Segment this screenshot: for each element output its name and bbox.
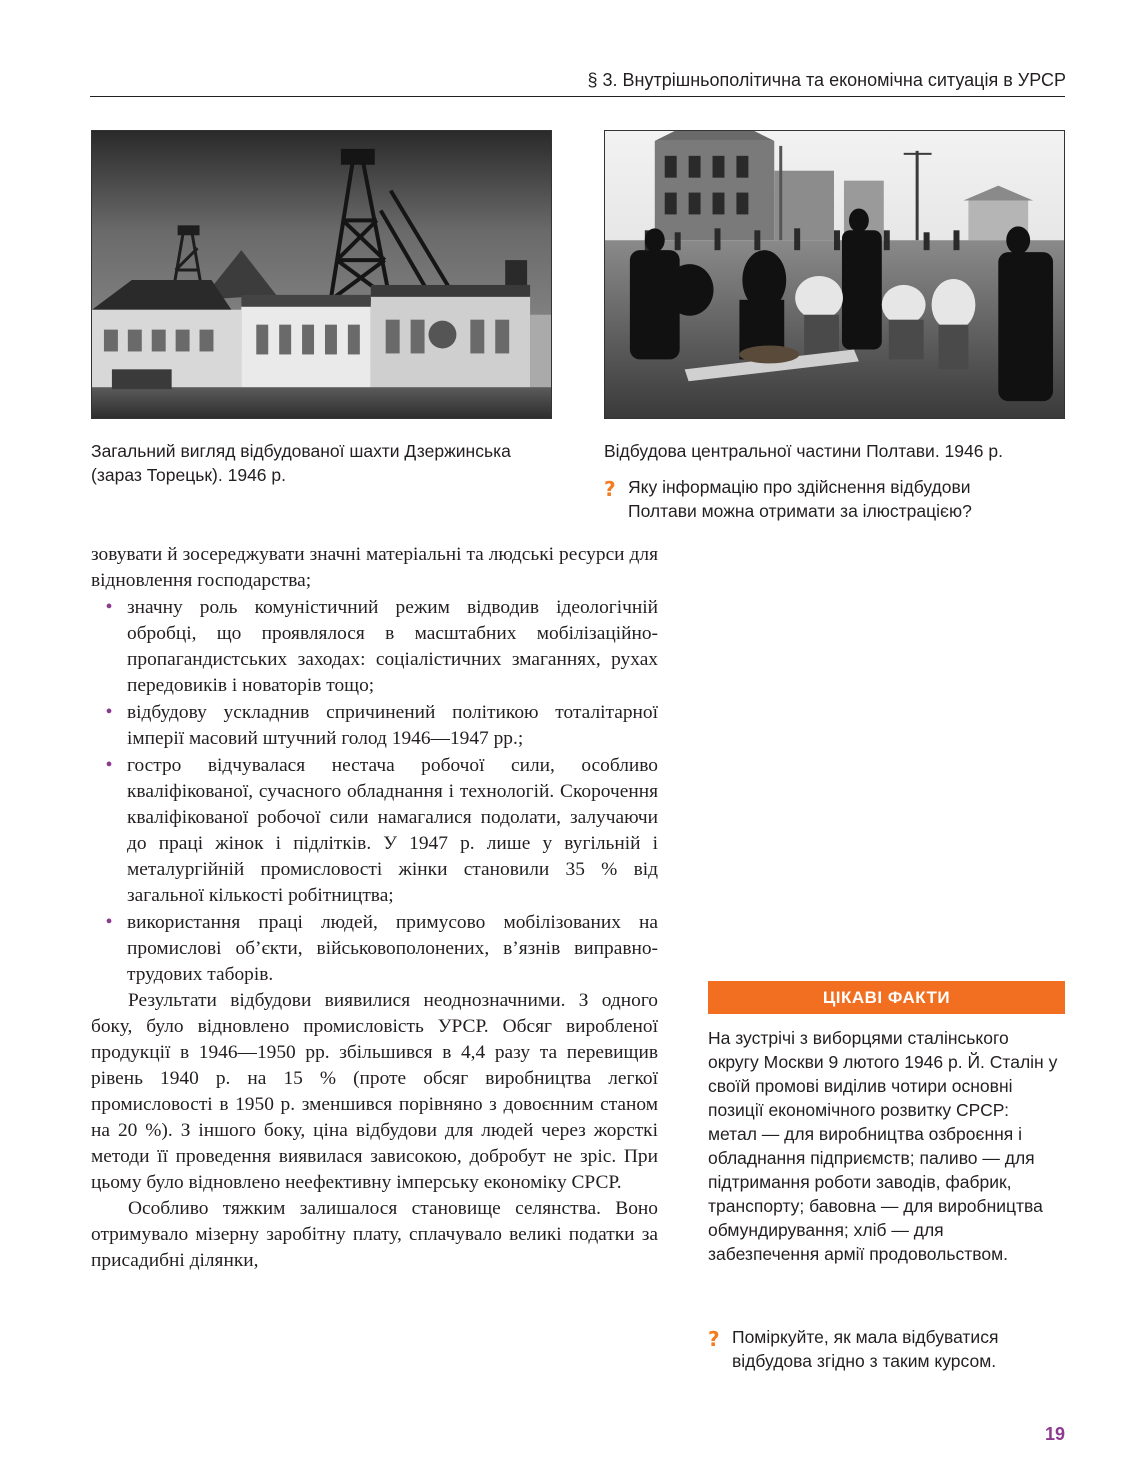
bullet-icon: • — [105, 911, 113, 933]
caption-mine-line2: (зараз Торецьк). 1946 р. — [91, 465, 286, 485]
question-facts-line1: Поміркуйте, як мала відбуватися — [732, 1327, 999, 1347]
bullet-text: значну роль комуністичний режим відводив ідеологічній обробці, що проявлялося в масштабних мобілізаційно-пропагандистських заходах: соціалістичних змаганнях, рухах передовиків і новаторів тощо; — [127, 597, 658, 696]
question-mark-icon: ? — [604, 477, 616, 501]
caption-mine — [91, 439, 561, 487]
question-facts — [708, 1325, 1063, 1373]
question-facts-line2: відбудова згідно з таким курсом. — [732, 1351, 997, 1371]
paragraph-continuation: зовувати й зосереджувати значні матеріальні та людські ресурси для відновлення господарства; — [91, 544, 658, 591]
caption-poltava: Відбудова центральної частини Полтави. 1946 р. — [604, 441, 1003, 461]
paragraph-peasantry: Особливо тяжким залишалося становище селянства. Воно отримувало мізерну заробітну плату, сплачувало великі податки за присадибні ділянки, — [91, 1198, 658, 1271]
bullet-item — [91, 699, 658, 752]
bullet-text: використання праці людей, примусово мобілізованих на промислові об’єкти, військовополонених, в’язнів виправно-трудових таборів. — [127, 912, 658, 985]
question-poltava-line1: Яку інформацію про здійснення відбудови — [628, 477, 971, 497]
main-text — [91, 542, 658, 1274]
header-rule — [90, 96, 1065, 97]
bullet-icon: • — [105, 754, 113, 776]
question-poltava-line2: Полтави можна отримати за ілюстрацією? — [628, 501, 972, 521]
paragraph-results: Результати відбудови виявилися неоднозначними. З одного боку, було відновлено промисловість УРСР. Обсяг виробленої продукції в 1946—1950 рр. збільшився в 4,4 разу та перевищив рівень 1940 р. на 15 % (проте обсяг виробництва легкої промисловості в 1950 р. зменшився порівняно з довоєнним станом на 20 %). З іншого боку, ціна відбудови для людей через жорсткі методи її проведення виявилася зависокою, добробут не зріс. При цьому було відновлено неефективну імперську економіку СРСР. — [91, 990, 658, 1193]
bullet-item — [91, 752, 658, 909]
caption-mine-line1: Загальний вигляд відбудованої шахти Дзержинська — [91, 441, 511, 461]
photo-mine — [91, 130, 552, 419]
bullet-icon: • — [105, 596, 113, 618]
bullet-text: відбудову ускладнив спричинений політикою тоталітарної імперії масовий штучний голод 1946—1947 рр.; — [127, 702, 658, 749]
facts-body: На зустрічі з виборцями сталінського округу Москви 9 лютого 1946 р. Й. Сталін у своїй промові виділив чотири основні позиції економічного розвитку СРСР: метал — для виробництва озброєння і обладнання підприємств; паливо — для підтримання роботи заводів, фабрик, транспорту; бавовна — для виробництва обмундирування; хліб — для забезпечення армії продовольством. — [708, 1028, 1058, 1264]
chapter-title: § 3. Внутрішньополітична та економічна ситуація в УРСР — [587, 70, 1066, 90]
poltava-photo-image — [605, 131, 1064, 418]
photo-poltava — [604, 130, 1065, 419]
bullet-item — [91, 909, 658, 988]
bullet-icon: • — [105, 701, 113, 723]
page-number: 19 — [1044, 1424, 1065, 1444]
mine-photo-image — [92, 131, 551, 418]
question-poltava — [604, 475, 1044, 523]
facts-title: ЦІКАВІ ФАКТИ — [708, 981, 1065, 1014]
question-mark-icon: ? — [708, 1327, 720, 1351]
bullet-text: гостро відчувалася нестача робочої сили, особливо кваліфікованої, сучасного обладнання і технологій. Скорочення кваліфікованої робочої сили намагалися подолати, залучаючи до праці жінок і підлітків. У 1947 р. лише у вугільній і металургійній промисловості жінки становили 35 % від загальної кількості робітництва; — [127, 755, 658, 906]
bullet-item — [91, 594, 658, 699]
